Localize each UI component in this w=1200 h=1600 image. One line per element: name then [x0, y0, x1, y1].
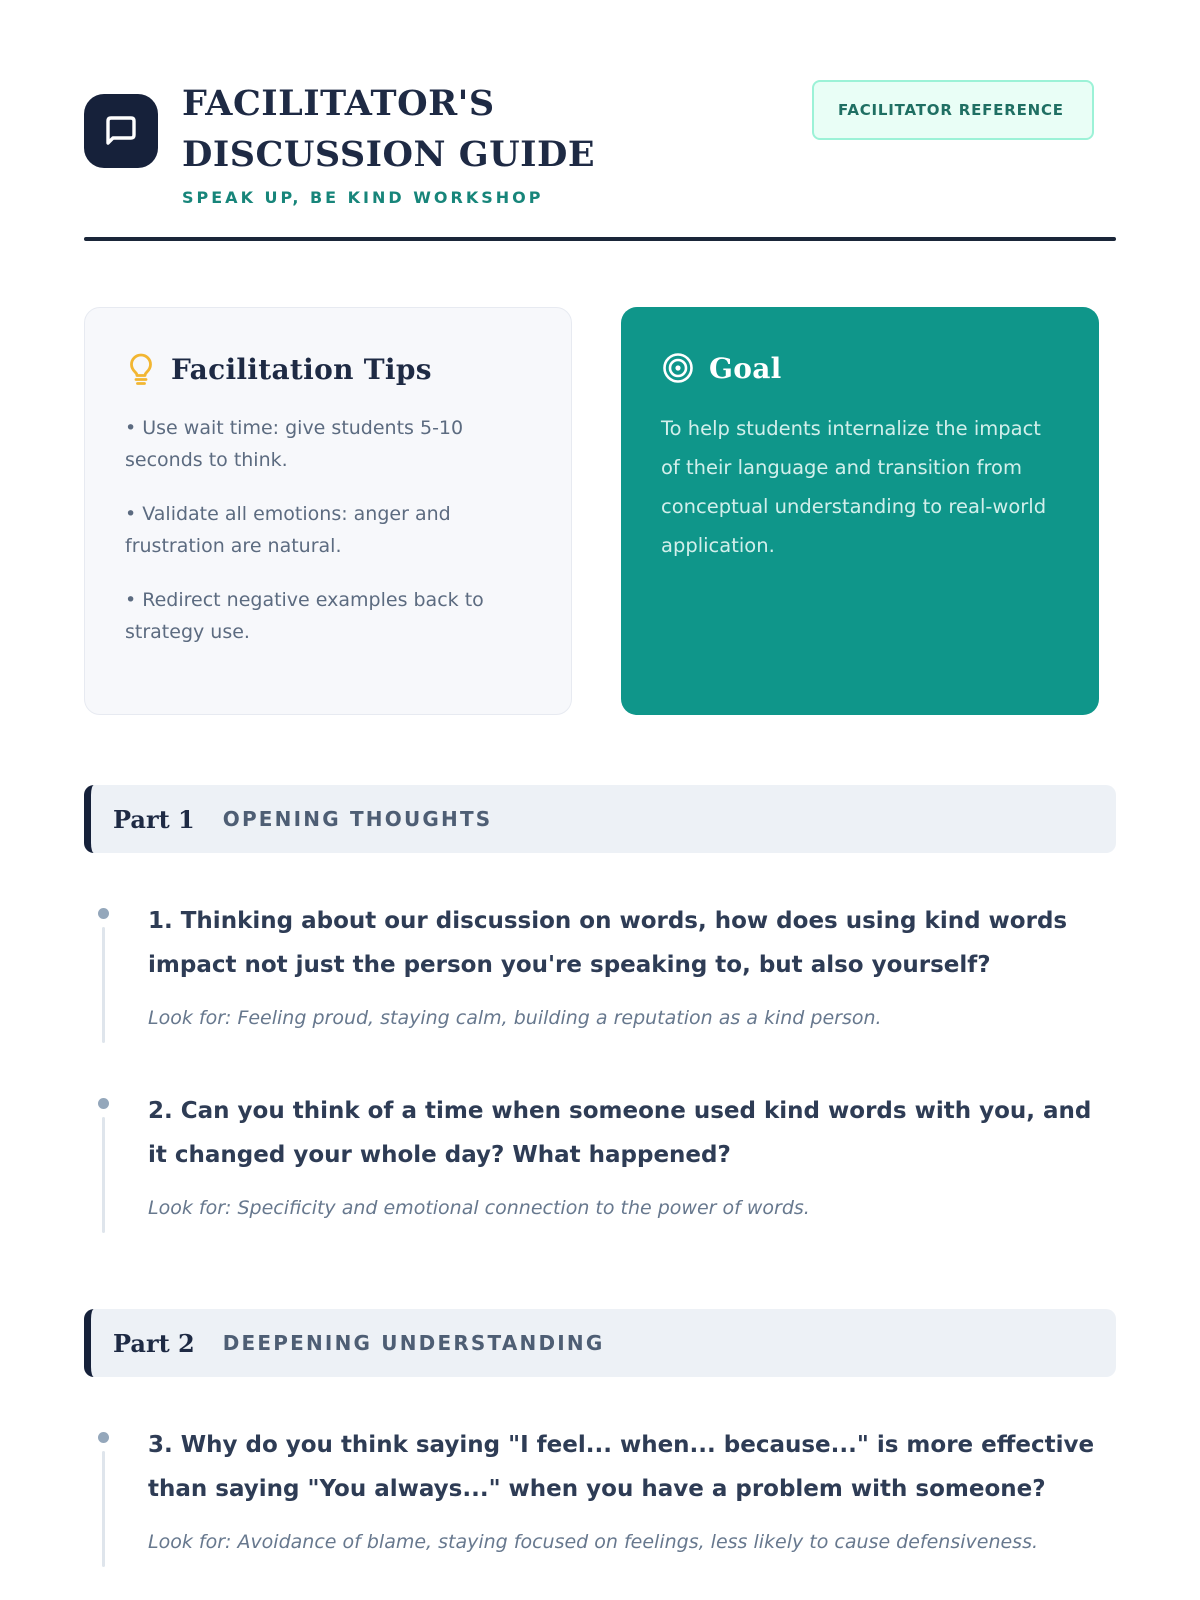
facilitator-reference-badge: FACILITATOR REFERENCE — [812, 80, 1094, 140]
section-title: OPENING THOUGHTS — [222, 807, 493, 831]
title-block — [182, 78, 762, 207]
tips-card-title: Facilitation Tips — [171, 352, 432, 386]
timeline-line — [102, 1117, 105, 1233]
question-item-3 — [84, 1423, 1116, 1557]
header-divider — [84, 237, 1116, 241]
tip-item: • Redirect negative examples back to strategy use. — [125, 584, 531, 648]
part-number: Part 1 — [113, 804, 195, 834]
tip-item: • Validate all emotions: anger and frustration are natural. — [125, 498, 531, 562]
page-title: FACILITATOR'S DISCUSSION GUIDE — [182, 83, 596, 175]
look-for-note: Look for: Avoidance of blame, staying focused on feelings, less likely to cause defensiveness. — [148, 1531, 1039, 1553]
question-text: 1. Thinking about our discussion on words, how does using kind words impact not just the person you're speaking to, but also yourself? — [148, 908, 1068, 978]
target-icon — [661, 351, 695, 385]
question-text: 2. Can you think of a time when someone used kind words with you, and it changed your whole day? What happened? — [148, 1098, 1092, 1168]
header — [84, 78, 1116, 207]
question-text: 3. Why do you think saying "I feel... when... because..." is more effective than saying "You always..." when you have a problem with someone? — [148, 1432, 1095, 1502]
timeline-line — [102, 1451, 105, 1567]
timeline-line — [102, 927, 105, 1043]
bullet-dot-icon — [98, 908, 109, 919]
part-number: Part 2 — [113, 1328, 195, 1358]
goal-card — [621, 307, 1099, 715]
look-for-note: Look for: Specificity and emotional connection to the power of words. — [148, 1197, 810, 1219]
bullet-dot-icon — [98, 1098, 109, 1109]
question-item-2 — [84, 1089, 1116, 1223]
tip-item: • Use wait time: give students 5-10 seconds to think. — [125, 412, 531, 476]
info-cards-row — [84, 307, 1116, 715]
section-header-part-2 — [84, 1309, 1116, 1377]
section-header-part-1 — [84, 785, 1116, 853]
tips-card-header — [125, 352, 531, 386]
goal-card-header — [661, 351, 1059, 385]
question-item-1 — [84, 899, 1116, 1033]
facilitation-tips-card — [84, 307, 572, 715]
page-subtitle: SPEAK UP, BE KIND WORKSHOP — [182, 188, 544, 207]
lightbulb-icon — [125, 352, 157, 386]
goal-card-title: Goal — [709, 351, 782, 385]
look-for-note: Look for: Feeling proud, staying calm, building a reputation as a kind person. — [148, 1007, 882, 1029]
tips-list — [125, 412, 531, 648]
goal-card-body: To help students internalize the impact of their language and transition from conceptual understanding to real-world application. — [661, 417, 1047, 557]
section-title: DEEPENING UNDERSTANDING — [222, 1331, 605, 1355]
speech-bubble-icon — [84, 94, 158, 168]
bullet-dot-icon — [98, 1432, 109, 1443]
